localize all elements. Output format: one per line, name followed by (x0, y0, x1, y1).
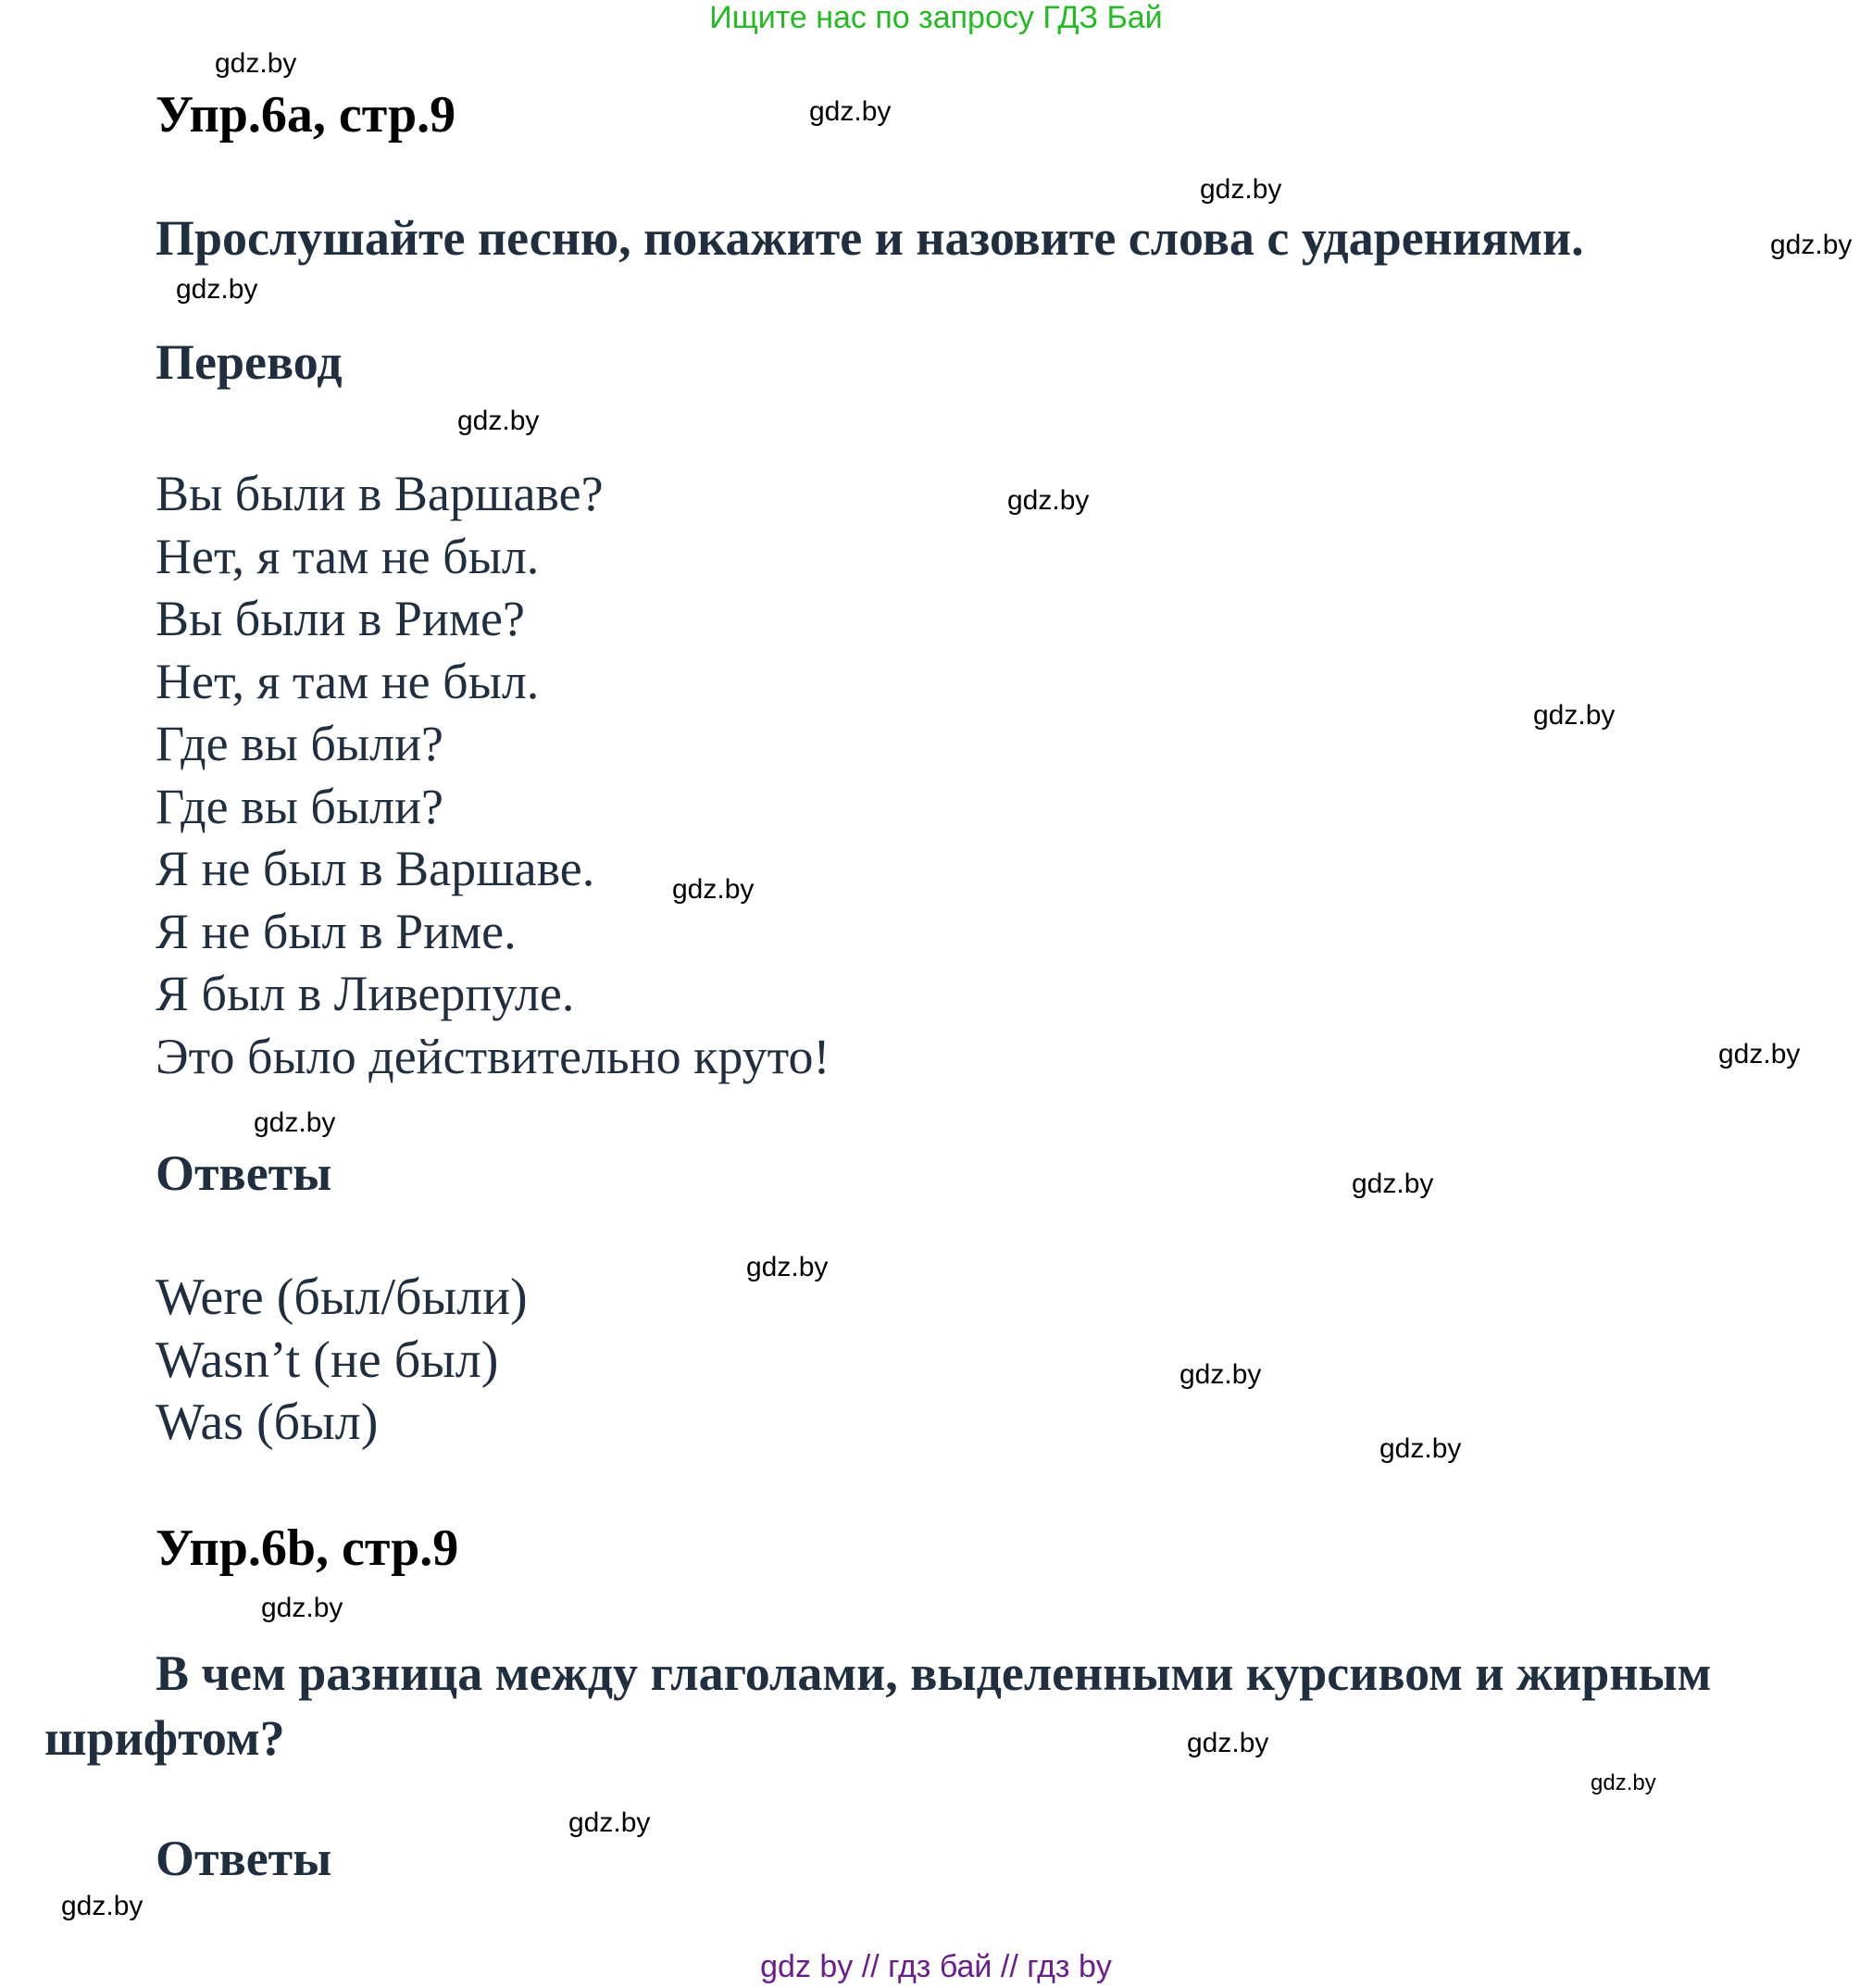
watermark: gdz.by (261, 1593, 343, 1623)
answer-item: Was (был) (156, 1394, 379, 1451)
watermark: gdz.by (1770, 230, 1853, 260)
watermark: gdz.by (1179, 1359, 1262, 1390)
watermark: gdz.by (176, 274, 258, 305)
top-banner: Ищите нас по запросу ГДЗ Бай (709, 0, 1163, 35)
watermark: gdz.by (672, 874, 755, 905)
translation-line: Нет, я там не был. (156, 653, 540, 709)
watermark: gdz.by (61, 1891, 144, 1921)
watermark: gdz.by (215, 48, 297, 79)
translation-line: Я был в Ливерпуле. (156, 966, 575, 1021)
answers-heading-6b: Ответы (156, 1831, 332, 1886)
watermark: gdz.by (746, 1252, 829, 1282)
watermark: gdz.by (1718, 1039, 1801, 1069)
translation-line: Я не был в Риме. (156, 903, 517, 959)
watermark: gdz.by (1187, 1728, 1269, 1758)
translation-line: Вы были в Варшаве? (156, 466, 604, 521)
watermark: gdz.by (1352, 1169, 1434, 1199)
watermark: gdz.by (1379, 1433, 1462, 1464)
translation-line: Вы были в Риме? (156, 591, 525, 646)
watermark: gdz.by (809, 96, 892, 127)
translation-text (156, 463, 830, 1088)
watermark: gdz.by (1200, 174, 1282, 205)
watermark: gdz.by (1591, 1770, 1656, 1795)
watermark: gdz.by (568, 1807, 651, 1838)
exercise-6b-task: В чем разница между глаголами, выделенными курсивом и жирным шрифтом? (44, 1645, 1712, 1766)
translation-line: Я не был в Варшаве. (156, 841, 595, 896)
translation-line: Это было действительно круто! (156, 1028, 830, 1084)
watermark: gdz.by (457, 406, 540, 436)
translation-line: Где вы были? (156, 716, 443, 771)
exercise-6b-title: Упр.6b, стр.9 (156, 1519, 459, 1577)
watermark: gdz.by (1007, 485, 1090, 516)
exercise-6a-title: Упр.6а, стр.9 (156, 86, 456, 144)
translation-heading: Перевод (156, 334, 343, 390)
translation-line: Где вы были? (156, 778, 443, 834)
answer-item: Wasn’t (не был) (156, 1331, 499, 1389)
answer-item: Were (был/были) (156, 1269, 528, 1326)
watermark: gdz.by (254, 1107, 336, 1138)
watermark: gdz.by (1533, 700, 1616, 731)
footer-links: gdz by // гдз бай // гдз by (760, 1949, 1112, 1984)
translation-line: Нет, я там не был. (156, 528, 540, 584)
exercise-6a-task: Прослушайте песню, покажите и назовите слова с ударениями. (156, 210, 1584, 266)
answers-list-6a (156, 1267, 528, 1455)
answers-heading-6a: Ответы (156, 1145, 332, 1201)
